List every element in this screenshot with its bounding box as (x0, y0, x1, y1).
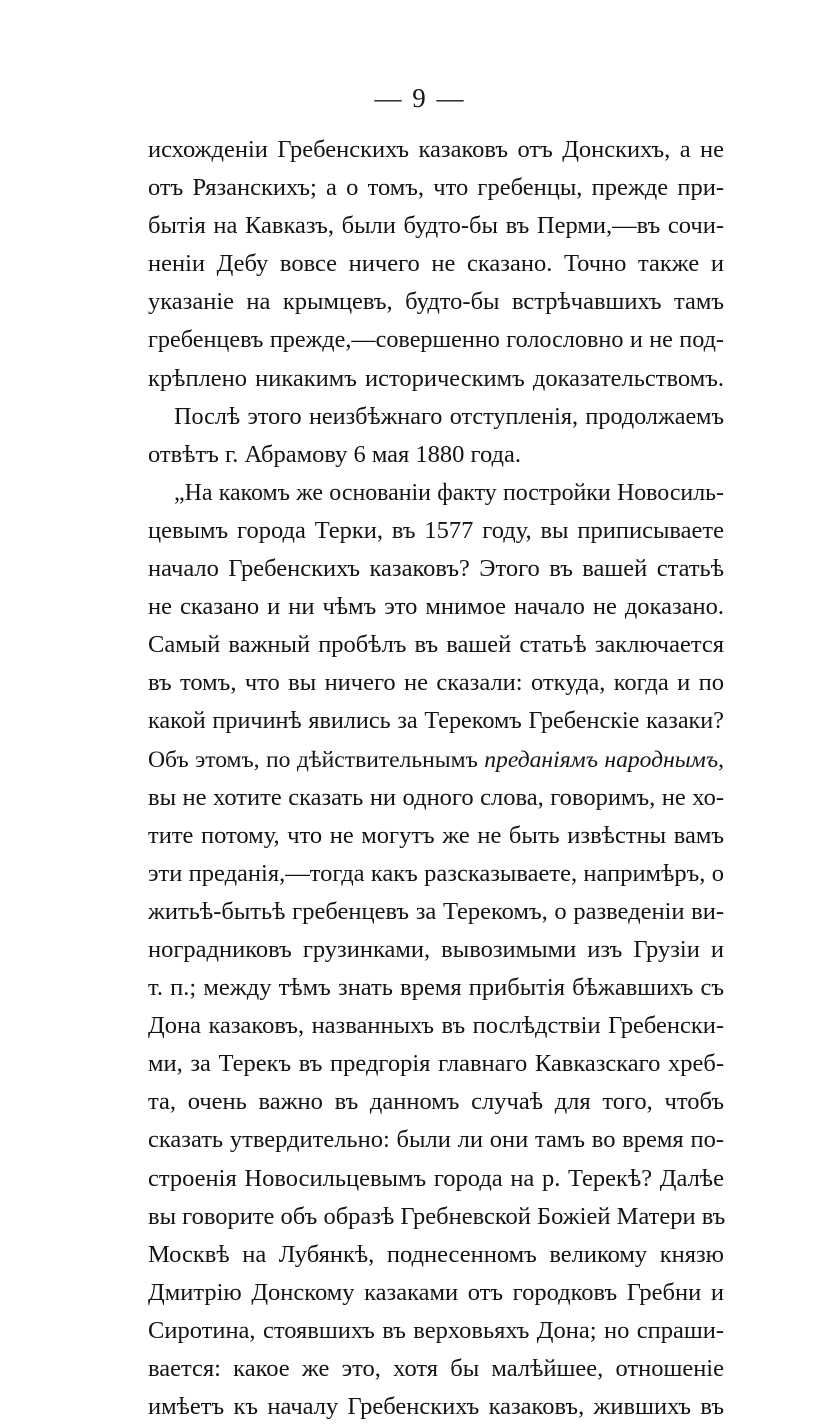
text-line: житьѣ-бытьѣ гребенцевъ за Терекомъ, о разведеніи ви- (148, 897, 724, 925)
text-line: ноградниковъ грузинками, вывозимыми изъ Грузіи и (148, 935, 724, 963)
line-text-after: , (718, 746, 724, 773)
text-line: отвѣтъ г. Абрамову 6 мая 1880 года. (148, 440, 521, 468)
text-line: бытія на Кавказъ, были будто-бы въ Перми,—въ сочи- (148, 212, 724, 240)
text-line: вы не хотите сказать ни одного слова, говоримъ, не хо- (148, 783, 724, 811)
text-line: вы говорите объ образѣ Гребневской Божіей Матери въ (148, 1202, 726, 1230)
text-line: цевымъ города Терки, въ 1577 году, вы приписываете (148, 516, 724, 544)
emphasized-phrase: преданіямъ народнымъ (484, 746, 719, 773)
body-text (148, 131, 724, 1426)
text-line: эти преданія,—тогда какъ разсказываете, напримѣръ, о (148, 859, 724, 887)
text-line: не сказано и ни чѣмъ это мнимое начало не доказано. (148, 593, 724, 621)
text-line: Дона казаковъ, названныхъ въ послѣдствіи Гребенски- (148, 1012, 724, 1040)
paragraph-start-line: Послѣ этого неизбѣжнаго отступленія, продолжаемъ (174, 402, 724, 430)
text-line: неніи Дебу вовсе ничего не сказано. Точно также и (148, 250, 724, 278)
text-line: начало Гребенскихъ казаковъ? Этого въ вашей статьѣ (148, 555, 724, 583)
text-line: ми, за Терекъ въ предгорія главнаго Кавказскаго хреб- (148, 1050, 724, 1078)
text-line: крѣплено никакимъ историческимъ доказательствомъ. (148, 364, 724, 392)
text-line: отъ Рязанскихъ; а о томъ, что гребенцы, прежде при- (148, 174, 724, 202)
line-text-before: Объ этомъ, по дѣйствительнымъ (148, 746, 485, 773)
text-line: имѣетъ къ началу Гребенскихъ казаковъ, жившихъ въ (148, 1393, 724, 1421)
paragraph-start-line: „На какомъ же основаніи факту постройки Новосиль- (174, 479, 724, 506)
text-line: въ томъ, что вы ничего не сказали: откуда, когда и по (148, 669, 724, 697)
text-line: Москвѣ на Лубянкѣ, поднесенномъ великому князю (148, 1240, 724, 1268)
text-line: Сиротина, стоявшихъ въ верховьяхъ Дона; но спраши- (148, 1316, 724, 1344)
text-line: исхожденіи Гребенскихъ казаковъ отъ Донскихъ, а не (148, 136, 724, 163)
text-line: т. п.; между тѣмъ знать время прибытія бѣжавшихъ съ (148, 974, 724, 1002)
text-line: вается: какое же это, хотя бы малѣйшее, отношеніе (148, 1355, 724, 1382)
text-line: Самый важный пробѣлъ въ вашей статьѣ заключается (148, 631, 724, 659)
text-line: тите потому, что не могутъ же не быть извѣстны вамъ (148, 821, 724, 849)
text-line: сказать утвердительно: были ли они тамъ во время по- (148, 1126, 724, 1154)
text-line: какой причинѣ явились за Терекомъ Гребенскіе казаки? (148, 707, 724, 735)
text-line: указаніе на крымцевъ, будто-бы встрѣчавшихъ тамъ (148, 288, 724, 316)
text-line-with-emphasis (148, 741, 724, 779)
text-line: гребенцевъ прежде,—совершенно голословно и не под- (148, 326, 724, 354)
text-line: Дмитрію Донскому казаками отъ городковъ Гребни и (148, 1278, 724, 1306)
text-line: та, очень важно въ данномъ случаѣ для того, чтобъ (148, 1088, 724, 1116)
page-number: — 9 — (374, 83, 466, 113)
text-line: строенія Новосильцевымъ города на р. Терекѣ? Далѣе (148, 1164, 724, 1192)
